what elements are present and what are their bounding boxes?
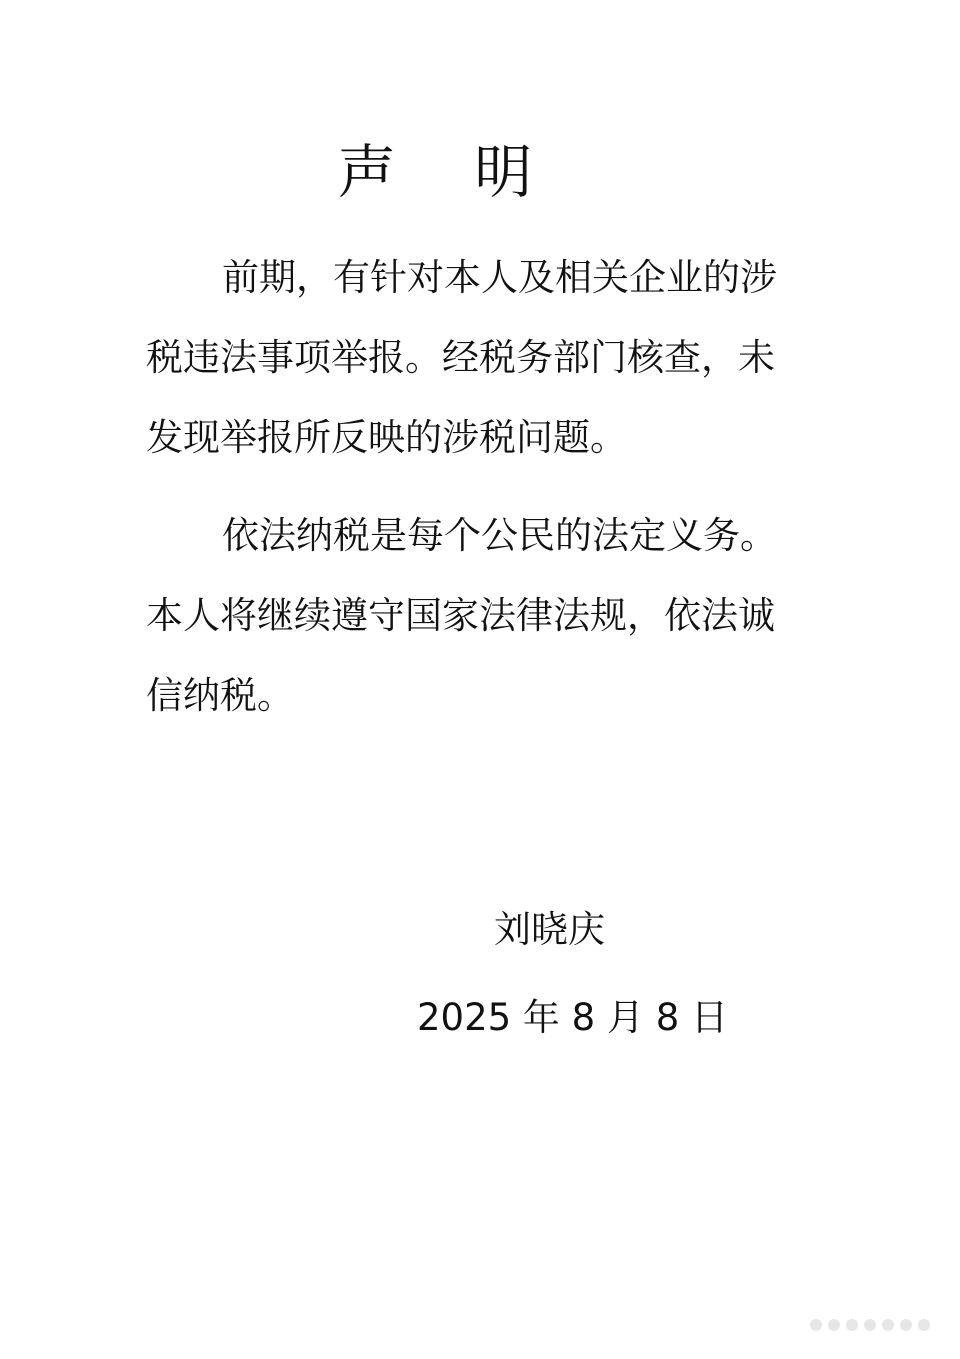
- paragraph-line: 信纳税。: [146, 674, 294, 717]
- paragraph-line: 前期，有针对本人及相关企业的涉: [222, 256, 777, 299]
- paragraph-line: 本人将继续遵守国家法律法规，依法诚: [146, 594, 775, 637]
- signature-date: 2025 年 8 月 8 日: [417, 996, 729, 1039]
- paragraph-line: 依法纳税是每个公民的法定义务。: [222, 514, 777, 557]
- paragraph-2: [146, 496, 806, 736]
- watermark-dot: [864, 1319, 876, 1331]
- watermark-dot: [918, 1319, 930, 1331]
- paragraph-1: [146, 238, 806, 478]
- watermark-dot: [810, 1319, 822, 1331]
- watermark-dot: [828, 1319, 840, 1331]
- paragraph-line: 发现举报所反映的涉税问题。: [146, 416, 627, 459]
- document-title: 声 明: [337, 138, 563, 206]
- platform-watermark: [810, 1319, 930, 1331]
- document-body: [146, 238, 806, 754]
- paragraph-line: 税违法事项举报。经税务部门核查，未: [146, 336, 775, 379]
- watermark-dot: [846, 1319, 858, 1331]
- watermark-dot: [900, 1319, 912, 1331]
- watermark-dot: [882, 1319, 894, 1331]
- signature-name: 刘晓庆: [494, 908, 605, 951]
